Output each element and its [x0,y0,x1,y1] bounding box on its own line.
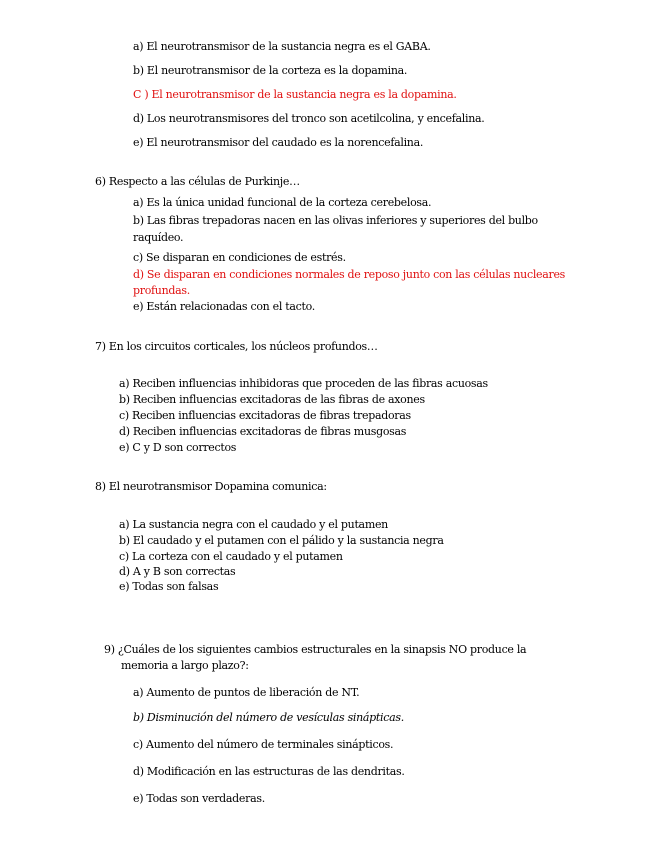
q6-option-b: b) Las fibras trepadoras nacen en las olivas inferiores y superiores del bulbo [133,214,538,227]
q6-option-d-cont: profundas. [133,284,190,297]
q9-question-line2: memoria a largo plazo?: [121,659,249,672]
q9-option-d: d) Modificación en las estructuras de las dendritas. [133,765,405,778]
q7-option-a: a) Reciben influencias inhibidoras que proceden de las fibras acuosas [119,377,488,390]
q9-question-line1: 9) ¿Cuáles de los siguientes cambios estructurales en la sinapsis NO produce la [104,643,527,656]
q5-option-c-correct: C ) El neurotransmisor de la sustancia negra es la dopamina. [133,88,457,101]
q8-option-c: c) La corteza con el caudado y el putamen [119,550,343,563]
q8-option-d: d) A y B son correctas [119,565,236,578]
q9-option-e: e) Todas son verdaderas. [133,792,265,805]
q8-option-a: a) La sustancia negra con el caudado y el putamen [119,518,388,531]
q9-option-c: c) Aumento del número de terminales sinápticos. [133,738,394,751]
q7-option-d: d) Reciben influencias excitadoras de fibras musgosas [119,425,407,438]
q6-question: 6) Respecto a las células de Purkinje… [95,175,300,188]
q6-option-e: e) Están relacionadas con el tacto. [133,300,315,313]
q7-option-c: c) Reciben influencias excitadoras de fibras trepadoras [119,409,411,422]
q7-option-e: e) C y D son correctos [119,441,237,454]
q7-question: 7) En los circuitos corticales, los núcleos profundos… [95,340,378,353]
q9-option-b-text: b) Disminución del número de vesículas sinápticas. [133,711,404,724]
q6-option-c: c) Se disparan en condiciones de estrés. [133,251,346,264]
q5-option-d: d) Los neurotransmisores del tronco son acetilcolina, y encefalina. [133,112,485,125]
q6-option-a: a) Es la única unidad funcional de la corteza cerebelosa. [133,196,432,209]
q7-option-b: b) Reciben influencias excitadoras de las fibras de axones [119,393,425,406]
q5-option-a: a) El neurotransmisor de la sustancia negra es el GABA. [133,40,431,53]
q5-option-e: e) El neurotransmisor del caudado es la norencefalina. [133,136,424,149]
q8-option-e: e) Todas son falsas [119,580,219,593]
q9-option-b [133,711,404,725]
q8-question: 8) El neurotransmisor Dopamina comunica: [95,480,327,493]
q6-option-b-cont: raquídeo. [133,231,184,244]
q6-option-d-correct: d) Se disparan en condiciones normales de reposo junto con las células nucleares [133,268,566,281]
q5-option-b: b) El neurotransmisor de la corteza es la dopamina. [133,64,408,77]
q9-option-a: a) Aumento de puntos de liberación de NT. [133,686,360,699]
q8-option-b: b) El caudado y el putamen con el pálido y la sustancia negra [119,534,444,547]
